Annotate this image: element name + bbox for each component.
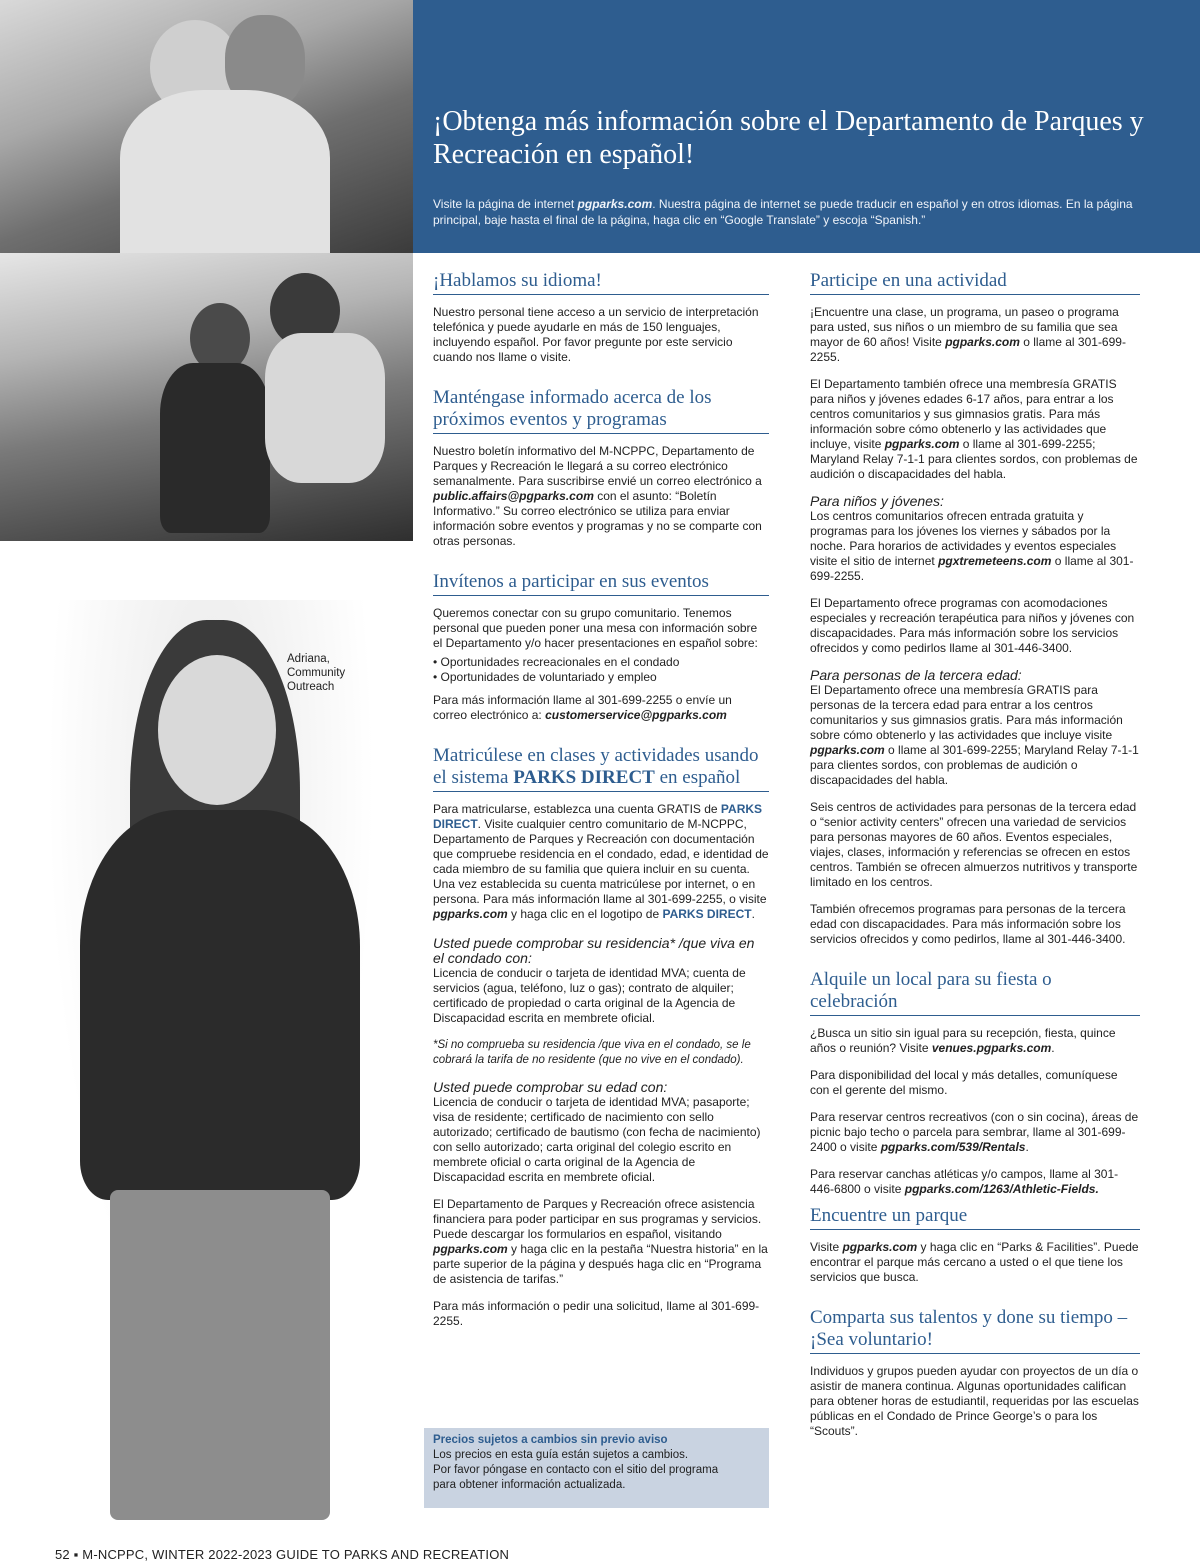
section-hablamos [433, 270, 769, 365]
paragraph: También ofrecemos programas para personas de la tercera edad con discapacidades. Para más información sobre los servicios ofrecidos y como pedirlos, llame al 301-446-3400. [810, 902, 1126, 946]
paragraph: Para más información llame al 301-699-2255 o envíe un correo electrónico a: customerservice@pgparks.com [433, 693, 732, 722]
notice-title: Precios sujetos a cambios sin previo aviso [433, 1434, 668, 1446]
section-comparta [810, 1307, 1140, 1439]
subheading: Usted puede comprobar su edad con: [433, 1079, 668, 1095]
banner-text: Visite la página de internet pgparks.com. Nuestra página de internet se puede traducir en español y en otros idiomas. En la página principal, baje hasta el final de la página, haga clic en “Google Translate” y escoja “Spanish.” [433, 197, 1133, 227]
section-title: ¡Hablamos su idioma! [433, 270, 769, 295]
paragraph: Seis centros de actividades para personas de la tercera edad o “senior activity centers” ofrecen una variedad de servicios para personas mayores de 60 años. Eventos especiales, viajes, clases, información y referencias se ofrecen en estos centros. También se ofrecen almuerzos nutritivos y transporte limitado en los centros. [810, 800, 1138, 889]
banner-title: ¡Obtenga más información sobre el Departamento de Parques y Recreación en español! [433, 106, 1144, 170]
section-matriculese [433, 745, 769, 1329]
section-alquile [810, 969, 1140, 1197]
paragraph: Los centros comunitarios ofrecen entrada gratuita y programas para los jóvenes los viernes y sábados por la noche. Para horarios de actividades y eventos especiales visite el sitio de internet pgxtremeteens.com o llame al 301-699-2255. [810, 509, 1134, 583]
paragraph: Para reservar centros recreativos (con o sin cocina), áreas de picnic bajo techo o parcela para sembrar, llame al 301-699-2400 o visite pgparks.com/539/Rentals. [810, 1110, 1139, 1154]
section-title: Invítenos a participar en sus eventos [433, 571, 769, 596]
section-title: Participe en una actividad [810, 270, 1140, 295]
notice-line: Los precios en esta guía están sujetos a cambios. [433, 1449, 689, 1461]
info-banner [413, 0, 1200, 253]
festival-photo [0, 0, 413, 253]
right-column [810, 270, 1140, 1451]
athletic-fields-link[interactable]: pgparks.com/1263/Athletic-Fields. [904, 1182, 1099, 1196]
paragraph: Individuos y grupos pueden ayudar con proyectos de un día o asistir de manera continua. Algunas oportunidades califican para obtener horas de estudiantil, requeridas por las escuelas públicas en el Condado de Prince George’s o para los “Scouts”. [810, 1364, 1139, 1438]
paragraph: Licencia de conducir o tarjeta de identidad MVA; pasaporte; visa de residente; certificado de nacimiento con sello autorizado; certificado de bautismo (con fecha de nacimiento) con sello autorizado; carta original del colegio escrito en membrete oficial o carta original de la Agencia de Discapacidad escrita en membrete oficial. [433, 1095, 761, 1184]
section-informado [433, 387, 769, 549]
section-title: Alquile un local para su fiesta o celebración [810, 969, 1140, 1016]
notice-line: para obtener información actualizada. [433, 1479, 626, 1491]
section-invitenos [433, 571, 769, 723]
adriana-photo [40, 600, 420, 1520]
subheading: Para personas de la tercera edad: [810, 667, 1022, 683]
paragraph: Licencia de conducir o tarjeta de identidad MVA; cuenta de servicios (agua, teléfono, luz o gas); contrato de alquiler; certificado de propiedad o carta original de la Agencia de Discapacidad escrita en membrete oficial. [433, 966, 746, 1025]
paragraph: Nuestro personal tiene acceso a un servicio de interpretación telefónica y puede ayudarle en más de 150 lenguajes, incluyendo español. Por favor pregunte por este servicio cuando nos llame o visite. [433, 305, 759, 364]
pgparks-link[interactable]: pgparks.com [810, 743, 885, 757]
paragraph: Para reservar canchas atléticas y/o campos, llame al 301-446-6800 o visite pgparks.com/1263/Athletic-Fields. [810, 1167, 1119, 1196]
pgparks-link[interactable]: pgparks.com [577, 197, 653, 211]
pgxtremeteens-link[interactable]: pgxtremeteens.com [938, 554, 1052, 568]
paragraph: El Departamento ofrece programas con acomodaciones especiales y recreación terapéutica para niños y jóvenes con discapacidades. Para más información sobre los servicios ofrecidos y como pedirlos llame al 301-446-3400. [810, 596, 1135, 655]
list-item: • Oportunidades de voluntariado y empleo [433, 670, 657, 684]
footnote: *Si no comprueba su residencia /que viva en el condado, se le cobrará la tarifa de no residente (que no vive en el condado). [433, 1039, 751, 1066]
section-title: Comparta sus talentos y done su tiempo – ¡Sea voluntario! [810, 1307, 1140, 1354]
paragraph: El Departamento también ofrece una membresía GRATIS para niños y jóvenes edades 6-17 años, para entrar a los centros comunitarios y sus gimnasios gratis. Para más información sobre cómo obtenerlo y las actividades que incluye, visite pgparks.com o llame al 301-699-2255; Maryland Relay 7-1-1 para clientes sordos, con problemas de audición o discapacidades del habla. [810, 377, 1138, 481]
dance-photo [0, 253, 413, 541]
pgparks-link[interactable]: pgparks.com [842, 1240, 918, 1254]
paragraph: Para disponibilidad del local y más detalles, comuníquese con el gerente del mismo. [810, 1068, 1118, 1097]
page-footer: 52 ▪ M-NCPPC, WINTER 2022-2023 GUIDE TO PARKS AND RECREATION [55, 1547, 510, 1562]
rentals-link[interactable]: pgparks.com/539/Rentals [880, 1140, 1026, 1154]
section-title: Encuentre un parque [810, 1205, 1140, 1230]
paragraph: Nuestro boletín informativo del M-NCPPC, Departamento de Parques y Recreación le llegará a su correo electrónico semanalmente. Para suscribirse envié un correo electrónico a public.affairs@pgparks.com con el asunto: “Boletín Informativo.” Su correo electrónico se utiliza para enviar información sobre eventos y programas y no se comparte con otras personas. [433, 444, 762, 548]
pgparks-link[interactable]: pgparks.com [433, 1242, 508, 1256]
paragraph: Visite pgparks.com y haga clic en “Parks & Facilities”. Puede encontrar el parque más cercano a usted o el que tiene los servicios que busca. [810, 1240, 1139, 1284]
email-link[interactable]: public.affairs@pgparks.com [433, 489, 594, 503]
section-participe [810, 270, 1140, 947]
subheading: Para niños y jóvenes: [810, 493, 944, 509]
paragraph: Para más información o pedir una solicitud, llame al 301-699-2255. [433, 1299, 760, 1328]
photo-caption: Adriana, Community Outreach [287, 653, 346, 693]
pgparks-link[interactable]: pgparks.com [433, 907, 508, 921]
paragraph: Queremos conectar con su grupo comunitario. Tenemos personal que pueden poner una mesa con información sobre el Departamento y/o hacer presentaciones en español sobre: [433, 606, 758, 650]
subheading: Usted puede comprobar su residencia* /que viva en el condado con: [433, 935, 755, 966]
paragraph: Para matricularse, establezca una cuenta GRATIS de PARKS DIRECT. Visite cualquier centro comunitario de M-NCPPC, Departamento de Parques y Recreación con documentación que compruebe residencia en el condado, edad, e identidad de cada miembro de su familia que quiera incluir en su cuenta. Una vez establecida su cuenta matricúlese por internet, o en persona. Para más información llame al 301-699-2255, o visite pgparks.com y haga clic en el logotipo de PARKS DIRECT. [433, 802, 769, 921]
section-title: Manténgase informado acerca de los próximos eventos y programas [433, 387, 769, 434]
section-encuentre [810, 1205, 1140, 1285]
section-title: Matricúlese en clases y actividades usando el sistema PARKS DIRECT en español [433, 745, 769, 792]
middle-column [433, 270, 769, 1341]
price-notice [424, 1428, 769, 1508]
paragraph: ¿Busca un sitio sin igual para su recepción, fiesta, quince años o reunión? Visite venues.pgparks.com. [810, 1026, 1116, 1055]
pgparks-link[interactable]: pgparks.com [884, 437, 960, 451]
email-link[interactable]: customerservice@pgparks.com [545, 708, 727, 722]
list-item: • Oportunidades recreacionales en el condado [433, 655, 680, 669]
paragraph: ¡Encuentre una clase, un programa, un paseo o programa para usted, sus niños o un miembro de su familia que sea mayor de 60 años! Visite pgparks.com o llame al 301-699-2255. [810, 305, 1126, 364]
notice-line: Por favor póngase en contacto con el sitio del programa [433, 1464, 719, 1476]
venues-link[interactable]: venues.pgparks.com [931, 1041, 1052, 1055]
paragraph: El Departamento ofrece una membresía GRATIS para personas de la tercera edad para entrar a los centros comunitarios y sus gimnasios gratis. Para más información sobre cómo obtenerlo y las actividades que incluye visite pgparks.com o llame al 301-699-2255; Maryland Relay 7-1-1 para clientes sordos, con problemas de audición o discapacidades del habla. [810, 683, 1139, 787]
pgparks-link[interactable]: pgparks.com [945, 335, 1020, 349]
paragraph: El Departamento de Parques y Recreación ofrece asistencia financiera para poder participar en sus programas y servicios. Puede descargar los formularios en español, visitando pgparks.com y haga clic en la pestaña “Nuestra historia” en la parte superior de la página y después haga clic en “Programa de asistencia de tarifas.” [433, 1197, 768, 1286]
